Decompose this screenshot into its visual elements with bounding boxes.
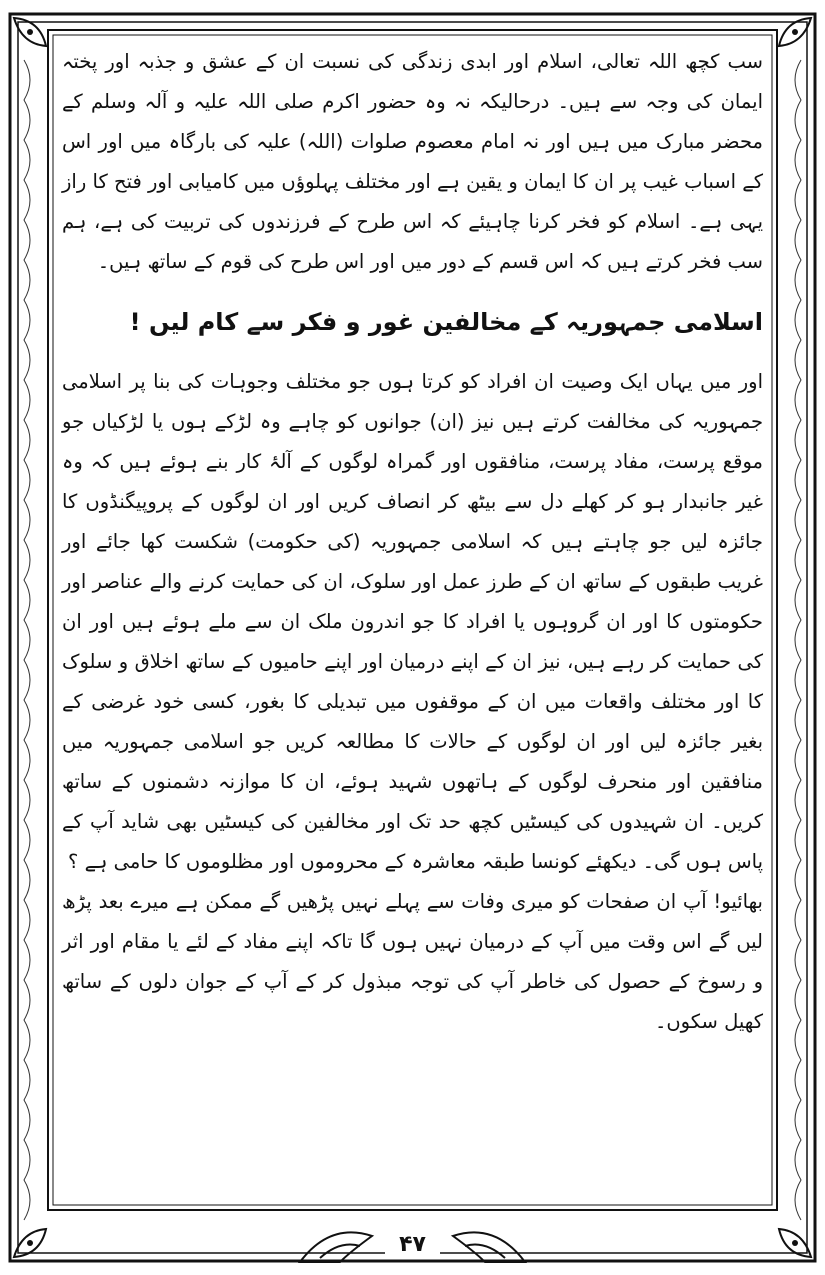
page-number-container: [0, 1232, 825, 1257]
intro-paragraph: سب کچھ اللہ تعالی، اسلام اور ابدی زندگی کی نسبت ان کے عشق و جذبہ اور پختہ ایمان کی وجہ سے ہیں۔ درحالیکہ نہ وہ حضور اکرم صلی اللہ علیہ و آلہ وسلم کے محضر مبارک میں ہیں اور نہ امام معصوم صلوات (اللہ) علیہ کی بارگاہ میں اور اس کے اسباب غیب پر ان کا ایمان و یقین ہے اور مختلف پہلوؤں میں کامیابی اور فتح کا راز یہی ہے۔ اسلام کو فخر کرنا چاہیئے کہ اس طرح کے فرزندوں کی تربیت کی ہے، ہم سب فخر کرتے ہیں کہ اس قسم کے دور میں اور اس طرح کی قوم کے ساتھ ہیں۔: [62, 50, 763, 273]
page-body: [62, 38, 763, 1205]
section-heading: اسلامی جمہوریہ کے مخالفین غور و فکر سے کام لیں !: [129, 308, 763, 336]
body-paragraph: اور میں یہاں ایک وصیت ان افراد کو کرتا ہوں جو مختلف وجوہات کی بنا پر اسلامی جمہوریہ کی مخالفت کرتے ہیں نیز (ان) جوانوں کو چاہے وہ لڑکے ہوں یا لڑکیاں جو موقع پرست، مفاد پرست، منافقوں اور گمراہ لوگوں کے آلۂ کار بنے ہوئے ہیں کہ وہ غیر جانبدار ہو کر کھلے دل سے بیٹھ کر انصاف کریں اور ان لوگوں کے پروپیگنڈوں کا جائزہ لیں جو چاہتے ہیں کہ اسلامی جمہوریہ (کی حکومت) شکست کھا جائے اور غریب طبقوں کے ساتھ ان کے طرز عمل اور سلوک، ان کی حمایت کرنے والے عناصر اور حکومتوں کا اور ان گروہوں یا افراد کا جو اندرون ملک ان سے ملے ہوئے ہیں اور ان کی حمایت کر رہے ہیں، نیز ان کے اپنے درمیان اور اپنے حامیوں کے ساتھ اخلاق و سلوک کا اور مختلف واقعات میں ان کے موقفوں میں تبدیلی کا بغور، کسی خود غرضی کے بغیر جائزہ لیں اور ان لوگوں کے حالات کا مطالعہ کریں جو اسلامی جمہوریہ میں منافقین اور منحرف لوگوں کے ہاتھوں شہید ہوئے، ان کا موازنہ دشمنوں کے ساتھ کریں۔ ان شہیدوں کی کیسٹیں کچھ حد تک اور مخالفین کی کیسٹیں بھی شاید آپ کے پاس ہوں گی۔ دیکھئے کونسا طبقہ معاشرہ کے محروموں اور مظلوموں کا حامی ہے ؟: [62, 370, 763, 873]
page-number: ۴۷: [385, 1232, 440, 1257]
closing-paragraph: بھائیو! آپ ان صفحات کو میری وفات سے پہلے نہیں پڑھیں گے ممکن ہے میرے بعد پڑھ لیں گے اس وقت میں آپ کے درمیان نہیں ہوں گا تاکہ اپنے مفاد کے لئے یا مقام اور اثر و رسوخ کے حصول کی خاطر آپ کی توجہ مبذول کر کے آپ کے جوان دلوں کے ساتھ کھیل سکوں۔: [62, 890, 763, 1033]
